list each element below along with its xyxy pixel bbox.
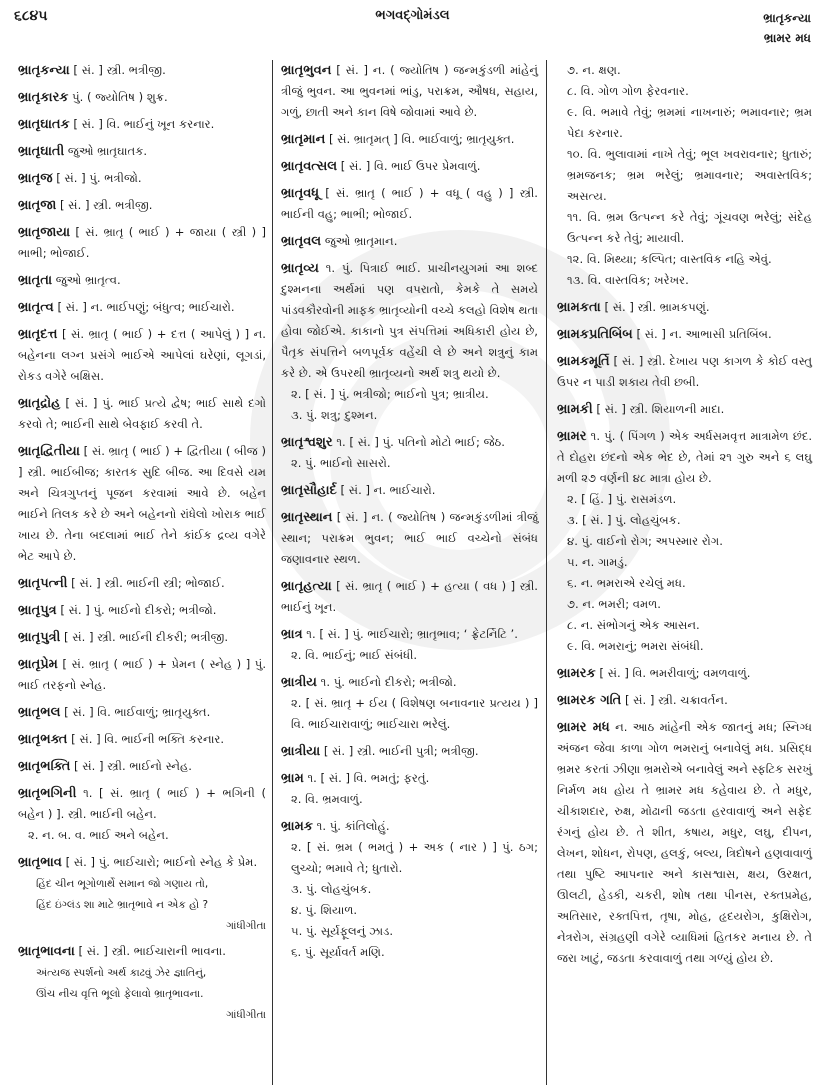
entry-main-line bbox=[281, 507, 538, 570]
headword: ભ્રાત્રીયા bbox=[281, 744, 321, 759]
dictionary-entry bbox=[18, 729, 266, 750]
dictionary-entry bbox=[281, 156, 538, 177]
entry-main-line bbox=[18, 222, 266, 264]
entry-main-line bbox=[18, 195, 266, 216]
entry-main-line bbox=[18, 393, 266, 435]
dictionary-columns bbox=[12, 60, 818, 1085]
entry-main-line bbox=[281, 624, 538, 645]
headword: ભ્રામકતા bbox=[557, 300, 601, 315]
sense-line: ૨. [ હિં. ] પું. રાસમંડળ. bbox=[567, 492, 677, 506]
definition: [ સં. ] પું. ભાઈ પ્રત્યે દ્વેષ; ભાઈ સાથે દગો કરવો તે; ભાઈની સાથે બેવફાઈ કરવી તે. bbox=[18, 396, 266, 431]
entry-main-line bbox=[281, 816, 538, 837]
headword: ભ્રામર મધ bbox=[557, 720, 610, 735]
sense-line: ૮. ન. સંભોગનું એક આસન. bbox=[567, 618, 700, 632]
entry-main-line bbox=[557, 297, 812, 318]
entry-main-line bbox=[18, 729, 266, 750]
dictionary-entry bbox=[557, 297, 812, 318]
dictionary-entry bbox=[18, 60, 266, 81]
sense-line: ૬. ન. ભમરાએ રચેલું મધ. bbox=[567, 576, 686, 590]
definition: [ સં. ભ્રાતૃ ( ભાઈ ) + વધૂ ( વહુ ) ] સ્ત્રી. ભાઈની વહુ; ભાભી; ભોજાઈ. bbox=[281, 186, 538, 221]
dictionary-entry bbox=[18, 168, 266, 189]
definition: ૧. પું. ( પિંગળ ) એક અર્ધસમવૃત્ત માત્રામેળ છંદ. તે દોહરા છંદનો એક ભેદ છે, તેમાં ૨૧ ગુરુ અને ૬ લઘુ મળી ૨૭ વર્ણની ૪૮ માત્રા હોય છે. bbox=[557, 429, 813, 485]
definition: [ સં. ] સ્ત્રી. ભાઈની પુત્રી; ભત્રીજી. bbox=[323, 744, 479, 758]
dictionary-entry bbox=[18, 441, 266, 567]
entry-main-line bbox=[281, 741, 538, 762]
dictionary-entry bbox=[18, 654, 266, 696]
dictionary-entry bbox=[18, 141, 266, 162]
definition: [ સં. ભ્રાતૃ ( ભાઈ ) + જાયા ( સ્ત્રી ) ] ભાભી; ભોજાઈ. bbox=[18, 225, 266, 260]
entry-main-line bbox=[18, 324, 266, 387]
definition: [ સં. ] પું. ભાઈચારો; ભાઈનો સ્નેહ કે પ્રેમ. bbox=[65, 855, 258, 869]
dictionary-entry bbox=[281, 60, 538, 123]
dictionary-entry bbox=[18, 297, 266, 318]
page-header bbox=[0, 0, 825, 55]
entry-main-line bbox=[281, 60, 538, 123]
headword: ભ્રાતૃમાન bbox=[281, 132, 326, 147]
sense-line: ૨. [ સં. ભ્રમ ( ભમતું ) + અક ( નાર ) ] પું. ઠગ; લુચ્ચો; ભમાવે તે; ધુતારો. bbox=[291, 840, 538, 875]
definition: [ સં. ] ન. આભાસી પ્રતિબિંબ. bbox=[636, 327, 772, 341]
dictionary-entry bbox=[281, 672, 538, 735]
headword: ભ્રાત્ર bbox=[281, 627, 303, 642]
headword: ભ્રામ bbox=[281, 771, 304, 786]
quotation-line: ઊંચ નીચ વૃત્તિ ભૂલો ફેલાવો ભ્રાતૃભાવના. bbox=[36, 988, 204, 1000]
dictionary-entry bbox=[557, 663, 812, 684]
entry-main-line bbox=[281, 129, 538, 150]
definition: [ સં. ] સ્ત્રી. ભ્રામકપણું. bbox=[604, 300, 710, 314]
entry-main-line bbox=[18, 270, 266, 291]
column-middle bbox=[272, 60, 547, 1085]
definition: [ સં. ] ન. ( જ્યોતિષ ) જન્મકુંડળી માંહેનું ત્રીજું ભુવન. આ ભુવનમાં ભાંડુ, પરાક્રમ, ઔષધ, સહાય, ગળું, છાતી અને કાન વિષે જોવામાં આવે છે. bbox=[281, 63, 538, 119]
dictionary-entry bbox=[18, 783, 266, 846]
definition: [ સં. ] સ્ત્રી. ભત્રીજી. bbox=[59, 198, 153, 212]
headword: ભ્રાતૃપુત્રી bbox=[18, 630, 61, 645]
sense-line: ૨. પું. ભાઈનો સાસરો. bbox=[291, 456, 391, 470]
dictionary-entry bbox=[557, 426, 812, 657]
headword: ભ્રાતૃભાવ bbox=[18, 855, 62, 870]
sense-line: ૨. ન. બ. વ. ભાઈ અને બહેન. bbox=[28, 828, 169, 842]
quotation-source: ગાંધીગીતા bbox=[226, 1009, 266, 1021]
quotation-line: હિંદ ચીન ભૂગોળાર્થે સમાન જો ગણાય તો, bbox=[36, 878, 209, 890]
dictionary-entry bbox=[557, 351, 812, 393]
entry-main-line bbox=[18, 654, 266, 696]
sense-line: ૩. [ સં. ] પું. લોહચુંબક. bbox=[567, 513, 681, 527]
definition: [ સં. ] સ્ત્રી. ભાઈની દીકરી; ભત્રીજી. bbox=[64, 630, 229, 644]
definition: [ સં. ] સ્ત્રી. દેખાય પણ કાગળ કે કોઈ વસ્તુ ઉપર ન પાડી શકાય તેવી છબી. bbox=[557, 354, 813, 389]
quotation-line: હિંદ ઇંગ્લંડ શા માટે ભ્રાતૃભાવે ન એક હો ? bbox=[36, 899, 209, 911]
headword: ભ્રાતૃત્વ bbox=[18, 300, 54, 315]
dictionary-entry bbox=[281, 507, 538, 570]
definition: [ સં. ] સ્ત્રી. ભાઈચારાની ભાવના. bbox=[78, 944, 226, 958]
headword: ભ્રાતૃભલ bbox=[18, 705, 61, 720]
entry-main-line bbox=[18, 168, 266, 189]
definition: [ સં. ] પું. ભાઈનો દીકરો; ભત્રીજો. bbox=[60, 603, 217, 617]
dictionary-entry bbox=[281, 624, 538, 666]
definition: જુઓ ભ્રાતૃમાન. bbox=[324, 234, 398, 248]
column-left bbox=[12, 60, 272, 1085]
definition: [ સં. ] વિ. ભમરીવાળું; વમળવાળું. bbox=[599, 666, 751, 680]
entry-main-line bbox=[281, 480, 538, 501]
dictionary-entry bbox=[281, 816, 538, 963]
definition: [ સં. ભ્રાતૃ ( ભાઈ ) + પ્રેમન ( સ્નેહ ) ] પું. ભાઈ તરફનો સ્નેહ. bbox=[18, 657, 267, 692]
entry-main-line bbox=[18, 600, 266, 621]
page-number: ૬૮૪૫ bbox=[14, 8, 48, 24]
headword: ભ્રાતૃજાયા bbox=[18, 225, 71, 240]
dictionary-entry bbox=[18, 195, 266, 216]
dictionary-entry bbox=[281, 231, 538, 252]
dictionary-entry bbox=[281, 432, 538, 474]
dictionary-entry bbox=[281, 129, 538, 150]
sense-line: ૯. વિ. ભમરાનું; ભમરા સંબંધી. bbox=[567, 639, 704, 653]
headword: ભ્રાતૃજ bbox=[18, 171, 53, 186]
headword: ભ્રામકપ્રતિબિંબ bbox=[557, 327, 633, 342]
definition: [ સં. ] વિ. ભાઈ ઉપર પ્રેમવાળું. bbox=[340, 159, 481, 173]
headword: ભ્રાતૃવલ bbox=[281, 234, 322, 249]
guide-words bbox=[763, 8, 811, 48]
definition: પું. ( જ્યોતિષ ) શુક્ર. bbox=[72, 90, 168, 104]
definition: ૧. [ સં. ભ્રાતૃ ( ભાઈ ) + ભગિની ( બહેન ) ]. સ્ત્રી. ભાઈની બહેન. bbox=[18, 786, 266, 821]
dictionary-entry bbox=[557, 60, 812, 291]
headword: ભ્રાતૃકન્યા bbox=[18, 63, 70, 78]
headword: ભ્રાતૃશ્વશુર bbox=[281, 435, 333, 450]
definition: ૧. પું. પિત્રાઈ ભાઈ. પ્રાચીનયુગમાં આ શબ્દ દુશ્મનના અર્થમાં પણ વપરાતો, કેમકે તે સમયે પાંડવકૌરવોની માફક ભ્રાતૃવ્યોની વચ્ચે કલહો વિશેષ થતા હોવા જોઈએ. કાકાનો પુત્ર સંપત્તિમાં અધિકારી હોય છે, પૈતૃક સંપત્તિને બળપૂર્વક વહેંચી લે છે અને શત્રુનું કામ કરે છે. એ ઉપરથી ભ્રાતૃવ્યનો અર્થ શત્રુ થયો છે. bbox=[281, 261, 539, 380]
headword: ભ્રામકમૂર્તિ bbox=[557, 354, 610, 369]
definition: [ સં. ] વિ. ભાઈની ભક્તિ કરનાર. bbox=[71, 732, 225, 746]
definition: [ સં. ] વિ. ભાઈવાળું; ભ્રાતૃયુક્ત. bbox=[64, 705, 211, 719]
entry-main-line bbox=[18, 941, 266, 962]
sense-line: ૧૧. વિ. ભ્રમ ઉત્પન્ન કરે તેવું; ગૂંચવણ ભરેલું; સંદેહ ઉત્પન્ન કરે તેવું; માયાવી. bbox=[567, 210, 812, 245]
definition: જુઓ ભ્રાતૃઘાતક. bbox=[67, 144, 148, 158]
entry-main-line bbox=[557, 690, 812, 711]
entry-main-line bbox=[557, 351, 812, 393]
headword: ભ્રાતૃપ્રેમ bbox=[18, 657, 58, 672]
sense-line: ૨. [ સં. ભ્રાતૃ + ઈય ( વિશેષણ બનાવનાર પ્રત્યય ) ] વિ. ભાઈચારાવાળું; ભાઈચારા ભરેલું. bbox=[291, 696, 538, 731]
dictionary-entry bbox=[18, 114, 266, 135]
headword: ભ્રાતૃભાવના bbox=[18, 944, 75, 959]
headword: ભ્રાતૃભગિની bbox=[18, 786, 77, 801]
entry-main-line bbox=[557, 663, 812, 684]
sense-line: ૧૨. વિ. મિથ્યા; કલ્પિત; વાસ્તવિક નહિ એવું. bbox=[567, 252, 772, 266]
definition: ૧. પું. ભાઈનો દીકરો; ભત્રીજો. bbox=[320, 675, 457, 689]
headword: ભ્રાતૃપુત્ર bbox=[18, 603, 57, 618]
headword: ભ્રાતૃદત્ત bbox=[18, 327, 58, 342]
sense-line: ૨. વિ. ભાઈનું; ભાઈ સંબંધી. bbox=[291, 648, 418, 662]
dictionary-entry bbox=[281, 183, 538, 225]
headword: ભ્રાતૃસ્થાન bbox=[281, 510, 333, 525]
quotation-source: ગાંધીગીતા bbox=[226, 920, 266, 932]
sense-line: ૫. પું. સૂર્યફૂલનું ઝાડ. bbox=[291, 924, 394, 938]
sense-line: ૨. વિ. ભ્રમવાળું. bbox=[291, 792, 363, 806]
definition: [ સં. ] ન. ( જ્યોતિષ ) જન્મકુંડળીમાં ત્રીજું સ્થાન; પરાક્રમ ભુવન; ભાઈ ભાઈ વચ્ચેનો સંબંધ જણાવનાર સ્થળ. bbox=[281, 510, 538, 566]
headword: ભ્રાતૃઘાતક bbox=[18, 117, 70, 132]
entry-main-line bbox=[18, 573, 266, 594]
headword: ભ્રામરક ગતિ bbox=[557, 693, 622, 708]
headword: ભ્રાતૃભક્તિ bbox=[18, 759, 71, 774]
headword: ભ્રામરક bbox=[557, 666, 596, 681]
dictionary-entry bbox=[18, 270, 266, 291]
sense-line: ૪. પું. વાઈનો રોગ; અપસ્માર રોગ. bbox=[567, 534, 723, 548]
entry-main-line bbox=[18, 114, 266, 135]
sense-line: ૧૦. વિ. ભુલાવામાં નાખે તેવું; ભૂલ ખવરાવનાર; ધુતારું; ભ્રમજનક; ભ્રમ ભરેલું; ભ્રમાવનાર; અવાસ્તવિક; અસત્ય. bbox=[567, 147, 812, 203]
entry-main-line bbox=[18, 783, 266, 825]
entry-main-line bbox=[281, 576, 538, 618]
definition: [ સં. ] સ્ત્રી. ભાઈની સ્ત્રી; ભોજાઈ. bbox=[71, 576, 225, 590]
dictionary-entry bbox=[281, 768, 538, 810]
entry-main-line bbox=[18, 756, 266, 777]
entry-main-line bbox=[557, 426, 812, 489]
entry-main-line bbox=[18, 852, 266, 873]
entry-main-line bbox=[18, 441, 266, 567]
definition: ૧. પું. કાંતિલોહું. bbox=[316, 819, 390, 833]
definition: [ સં. ] સ્ત્રી. ભાઈનો સ્નેહ. bbox=[74, 759, 192, 773]
sense-line: ૭. ન. ભમરી; વમળ. bbox=[567, 597, 661, 611]
sense-line: ૯. વિ. ભમાવે તેવું; ભ્રમમાં નાખનારું; ભમાવનાર; ભ્રમ પેદા કરનાર. bbox=[567, 105, 812, 140]
dictionary-entry bbox=[18, 222, 266, 264]
sense-line: ૭. ન. ક્ષણ. bbox=[567, 63, 621, 77]
definition: [ સં. ] સ્ત્રી. ભત્રીજી. bbox=[73, 63, 166, 77]
headword: ભ્રામકી bbox=[557, 402, 593, 417]
entry-main-line bbox=[18, 702, 266, 723]
definition: [ સં. ભ્રાતૃ ( ભાઈ ) + દ્વિતીયા ( બીજ ) ] સ્ત્રી. ભાઈબીજ; કારતક સુદિ બીજ. આ દિવસે યમ અને ચિત્રગુપ્તનું પૂજન કરવામાં આવે છે. બહેન ભાઈને તિલક કરે છે અને બહેનનો રાંધેલો ખોરાક ભાઈ ખાય છે. તેના બદલામાં ભાઈ તેને કાંઈક દ્રવ્ય વગેરે ભેટ આપે છે. bbox=[18, 444, 266, 563]
definition: ૧. [ સં. ] વિ. ભમતું; ફરતું. bbox=[307, 771, 430, 785]
headword: ભ્રાતૃભુવન bbox=[281, 63, 332, 78]
headword: ભ્રાતૃકારક bbox=[18, 90, 69, 105]
entry-main-line bbox=[18, 627, 266, 648]
headword: ભ્રાતૃવ્ય bbox=[281, 261, 319, 276]
definition: [ સં. ભ્રાતૃ ( ભાઈ ) + દત્ત ( આપેલું ) ] ન. બહેનના લગ્ન પ્રસંગે ભાઈએ આપેલાં ઘરેણાં, લૂગડાં, રોકડ વગેરે બક્ષિસ. bbox=[18, 327, 266, 383]
guide-word-last: ભ્રામર મધ bbox=[763, 31, 811, 45]
headword: ભ્રાતૃહત્યા bbox=[281, 579, 332, 594]
quotation-line: અંત્યજ સ્પર્શનો અર્થ કાઢવું ઝેર જ્ઞાતિનું, bbox=[36, 967, 207, 979]
entry-main-line bbox=[281, 432, 538, 453]
dictionary-entry bbox=[18, 756, 266, 777]
entry-main-line bbox=[18, 141, 266, 162]
dictionary-entry bbox=[557, 690, 812, 711]
dictionary-entry bbox=[557, 717, 812, 969]
headword: ભ્રાતૃવધૂ bbox=[281, 186, 320, 201]
definition: [ સં. ભ્રાતૃ ( ભાઈ ) + હત્યા ( વધ ) ] સ્ત્રી. ભાઈનું ખૂન. bbox=[281, 579, 538, 614]
sense-line: ૨. [ સં. ] પું. ભત્રીજો; ભાઈનો પુત્ર; ભ્રાત્રીય. bbox=[291, 387, 489, 401]
sense-line: ૫. ન. ગામડું. bbox=[567, 555, 628, 569]
headword: ભ્રામક bbox=[281, 819, 313, 834]
dictionary-entry bbox=[18, 324, 266, 387]
dictionary-entry bbox=[281, 576, 538, 618]
headword: ભ્રાતૃદ્વિતીયા bbox=[18, 444, 80, 459]
entry-main-line bbox=[281, 183, 538, 225]
entry-main-line bbox=[557, 399, 812, 420]
entry-main-line bbox=[557, 717, 812, 969]
entry-main-line bbox=[281, 231, 538, 252]
definition: [ સં. ] સ્ત્રી. શિયાળની માદા. bbox=[596, 402, 725, 416]
sense-line: ૮. વિ. ગોળ ગોળ ફેરવનાર. bbox=[567, 84, 689, 98]
headword: ભ્રાતૃદ્રોહ bbox=[18, 396, 61, 411]
entry-main-line bbox=[281, 672, 538, 693]
definition: [ સં. ] સ્ત્રી. ચક્રાવર્તન. bbox=[624, 693, 728, 707]
dictionary-entry bbox=[18, 87, 266, 108]
sense-line: ૧૩. વિ. વાસ્તવિક; ખરેખર. bbox=[567, 273, 689, 287]
definition: જુઓ ભ્રાતૃત્વ. bbox=[55, 273, 121, 287]
entry-main-line bbox=[281, 768, 538, 789]
definition: ન. આઠ માંહેની એક જાતનું મધ; સ્નિગ્ધ અંજન જેવા કાળા ગોળ ભમરાનું બનાવેલું મધ. પ્રસિદ્ધ ભ્રમર કરતાં ઝીણા ભ્રમરોએ બનાવેલું અને સ્ફટિક સરખું નિર્મળ મધ હોય તે ભ્રામર મધ કહેવાય છે. તે મધુર, ચીકાશદાર, રુક્ષ, મોઢાની જડતા હરવાવાળું અને સફેદ રંગનું હોય છે. તે શીત, કષાય, મધુર, લઘુ, દીપન, લેખન, શોધન, રોપણ, હલકું, બલ્ય, ત્રિદોષને હણવાવાળું તથા પુષ્ટિ આપનાર અને કાસશ્વાસ, ક્ષય, ઉરક્ષત, ઊલટી, હેડકી, ચકરી, શોષ તથા પીનસ, રક્તપ્રમેહ, અતિસાર, રક્તપિત્ત, તૃષા, મોહ, હૃદયરોગ, કુક્ષિરોગ, નેત્રરોગ, સંગ્રહણી વગેરે વ્યાધિમાં હિતકર મનાય છે. તે જરા ખાટું, જડતા કરવાવાળું તથા ગળ્યું હોય છે. bbox=[557, 720, 813, 965]
dictionary-entry bbox=[18, 573, 266, 594]
dictionary-entry bbox=[18, 702, 266, 723]
dictionary-entry bbox=[557, 399, 812, 420]
entry-main-line bbox=[18, 297, 266, 318]
dictionary-entry bbox=[18, 393, 266, 435]
dictionary-entry bbox=[18, 627, 266, 648]
definition: [ સં. ] પું. ભત્રીજો. bbox=[56, 171, 142, 185]
column-right bbox=[547, 60, 818, 1085]
headword: ભ્રાતૃતા bbox=[18, 273, 53, 288]
entry-main-line bbox=[281, 156, 538, 177]
sense-line: ૬. પું. સૂર્યાવર્ત મણિ. bbox=[291, 945, 385, 959]
entry-main-line bbox=[281, 258, 538, 384]
headword: ભ્રાત્રીય bbox=[281, 675, 317, 690]
headword: ભ્રાતૃજા bbox=[18, 198, 57, 213]
definition: [ સં. ] ન. ભાઈચારો. bbox=[340, 483, 436, 497]
dictionary-entry bbox=[557, 324, 812, 345]
sense-line: ૩. પું. શત્રુ; દુશ્મન. bbox=[291, 408, 378, 422]
headword: ભ્રાતૃપત્ની bbox=[18, 576, 68, 591]
headword: ભ્રાતૃઘાતી bbox=[18, 144, 65, 159]
sense-line: ૩. પું. લોહચુંબક. bbox=[291, 882, 372, 896]
entry-main-line bbox=[18, 60, 266, 81]
entry-main-line bbox=[557, 324, 812, 345]
definition: [ સં. ] ન. ભાઈપણું; બંધુત્વ; ભાઈચારો. bbox=[57, 300, 235, 314]
definition: ૧. [ સં. ] પું. ભાઈચારો; ભ્રાતૃભાવ; ‘ ફ્રેટર્નિટિ ’. bbox=[306, 627, 518, 641]
headword: ભ્રામર bbox=[557, 429, 587, 444]
definition: ૧. [ સં. ] પું. પતિનો મોટો ભાઈ; જેઠ. bbox=[336, 435, 505, 449]
dictionary-entry bbox=[18, 600, 266, 621]
dictionary-entry bbox=[281, 480, 538, 501]
dictionary-entry bbox=[18, 941, 266, 1024]
headword: ભ્રાતૃભક્ત bbox=[18, 732, 68, 747]
dictionary-entry bbox=[281, 741, 538, 762]
sense-line: ૪. પું. શિયાળ. bbox=[291, 903, 358, 917]
definition: [ સં. ભ્રાતૃમત્ ] વિ. ભાઈવાળું; ભ્રાતૃયુક્ત. bbox=[328, 132, 515, 146]
headword: ભ્રાતૃસૌહાર્દ bbox=[281, 483, 337, 498]
entry-main-line bbox=[18, 87, 266, 108]
headword: ભ્રાતૃવત્સલ bbox=[281, 159, 338, 174]
dictionary-entry bbox=[18, 852, 266, 935]
definition: [ સં. ] વિ. ભાઈનું ખૂન કરનાર. bbox=[73, 117, 215, 131]
guide-word-first: ભ્રાતૃકન્યા bbox=[763, 11, 811, 25]
running-title: ભગવદ્ગોમંડલ bbox=[375, 8, 450, 23]
dictionary-entry bbox=[281, 258, 538, 426]
